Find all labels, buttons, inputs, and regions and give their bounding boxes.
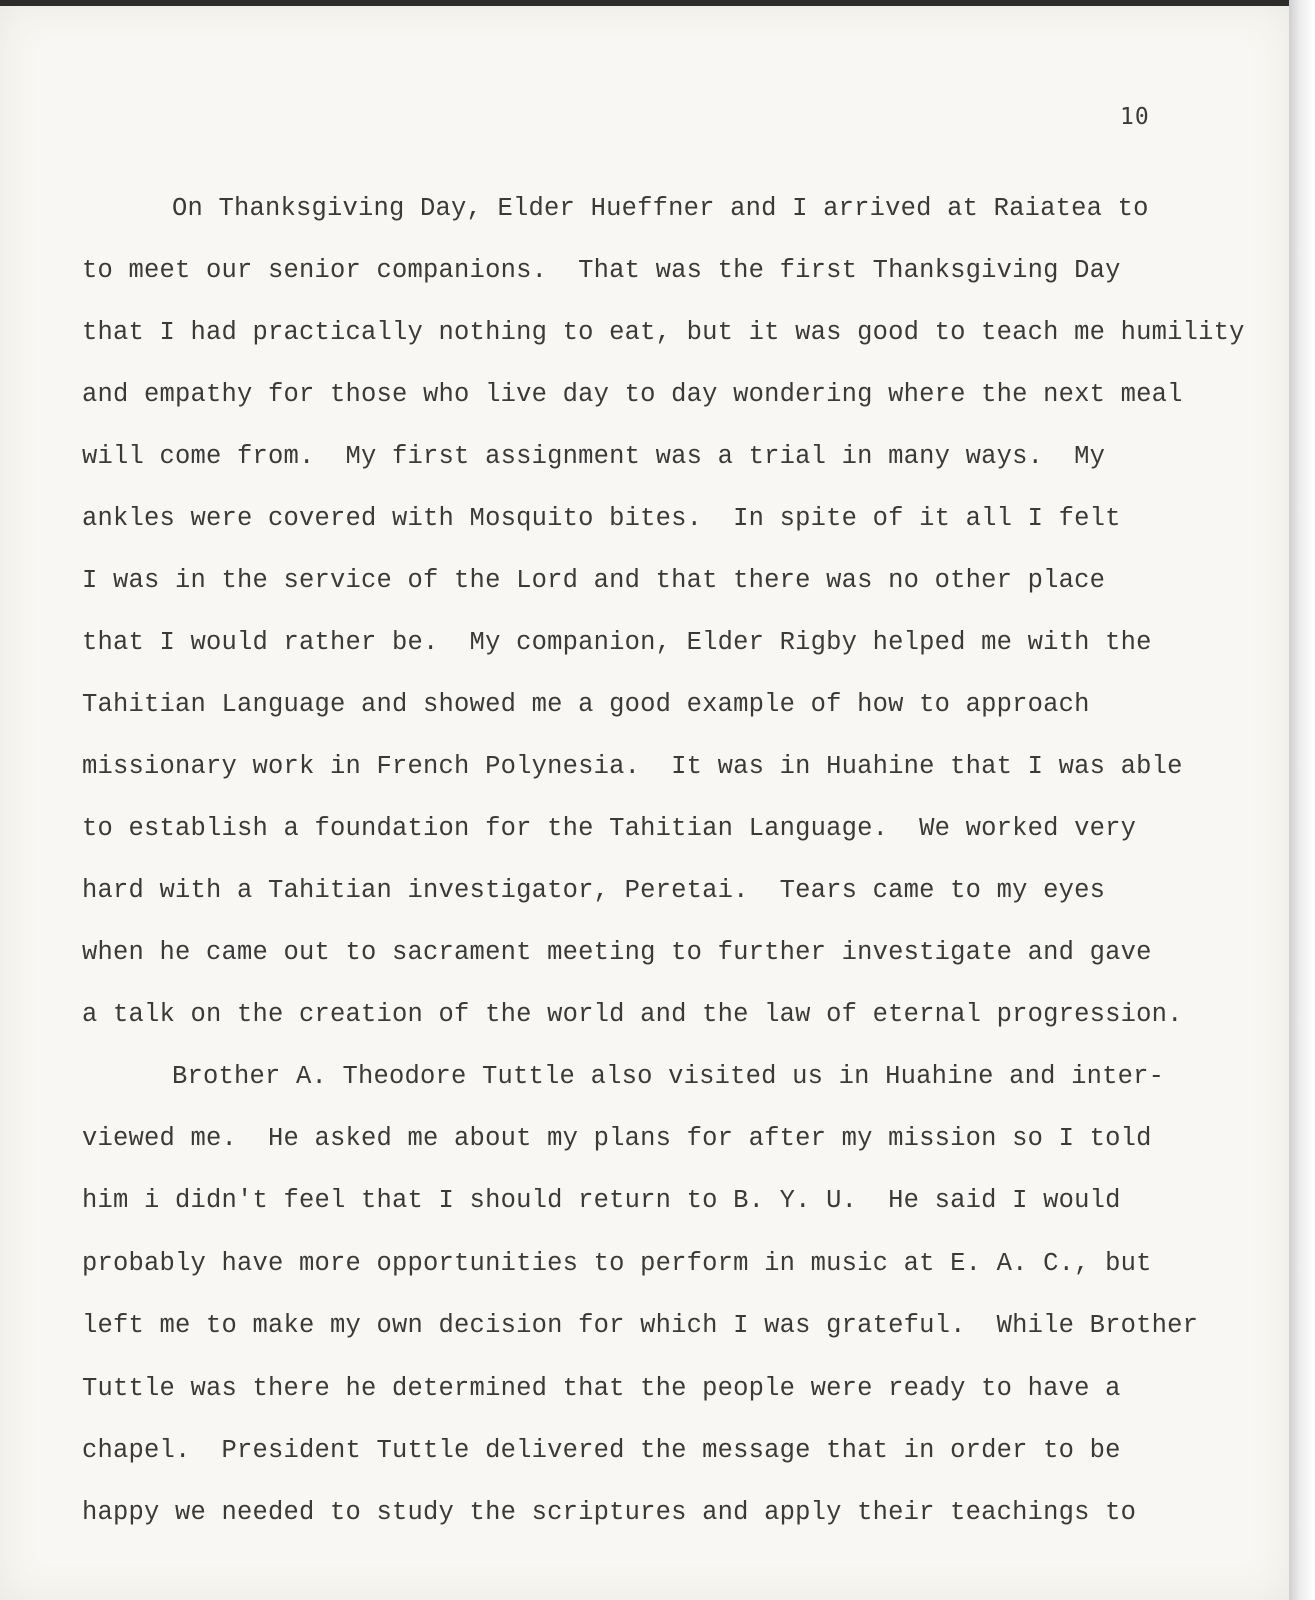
text-line: Brother A. Theodore Tuttle also visited us in Huahine and inter- (172, 1062, 1165, 1091)
text-line: that I had practically nothing to eat, but it was good to teach me humility (82, 318, 1245, 347)
text-line: hard with a Tahitian investigator, Peretai. Tears came to my eyes (82, 876, 1106, 905)
text-line: him i didn't feel that I should return to B. Y. U. He said I would (82, 1186, 1121, 1215)
text-line: happy we needed to study the scriptures and apply their teachings to (82, 1498, 1137, 1527)
text-line: viewed me. He asked me about my plans for after my mission so I told (82, 1124, 1152, 1153)
text-line: will come from. My first assignment was a trial in many ways. My (82, 442, 1106, 471)
text-line: Tuttle was there he determined that the people were ready to have a (82, 1374, 1121, 1403)
text-line: that I would rather be. My companion, Elder Rigby helped me with the (82, 628, 1152, 657)
text-line: and empathy for those who live day to day wondering where the next meal (82, 380, 1183, 409)
text-line: when he came out to sacrament meeting to further investigate and gave (82, 938, 1152, 967)
text-line: left me to make my own decision for which I was grateful. While Brother (82, 1311, 1199, 1340)
text-line: I was in the service of the Lord and that there was no other place (82, 566, 1106, 595)
text-line: a talk on the creation of the world and the law of eternal progression. (82, 1000, 1183, 1029)
text-line: Tahitian Language and showed me a good example of how to approach (82, 690, 1090, 719)
text-line: probably have more opportunities to perform in music at E. A. C., but (82, 1249, 1152, 1278)
text-line: missionary work in French Polynesia. It was in Huahine that I was able (82, 752, 1183, 781)
text-line: to establish a foundation for the Tahitian Language. We worked very (82, 814, 1137, 843)
page-number: 10 (1120, 104, 1150, 130)
text-line: ankles were covered with Mosquito bites. In spite of it all I felt (82, 504, 1121, 533)
text-line: On Thanksgiving Day, Elder Hueffner and I arrived at Raiatea to (172, 194, 1149, 223)
scan-right-edge (1289, 0, 1315, 1600)
text-line: chapel. President Tuttle delivered the message that in order to be (82, 1436, 1121, 1465)
text-line: to meet our senior companions. That was the first Thanksgiving Day (82, 256, 1121, 285)
typewritten-page (0, 6, 1289, 1600)
